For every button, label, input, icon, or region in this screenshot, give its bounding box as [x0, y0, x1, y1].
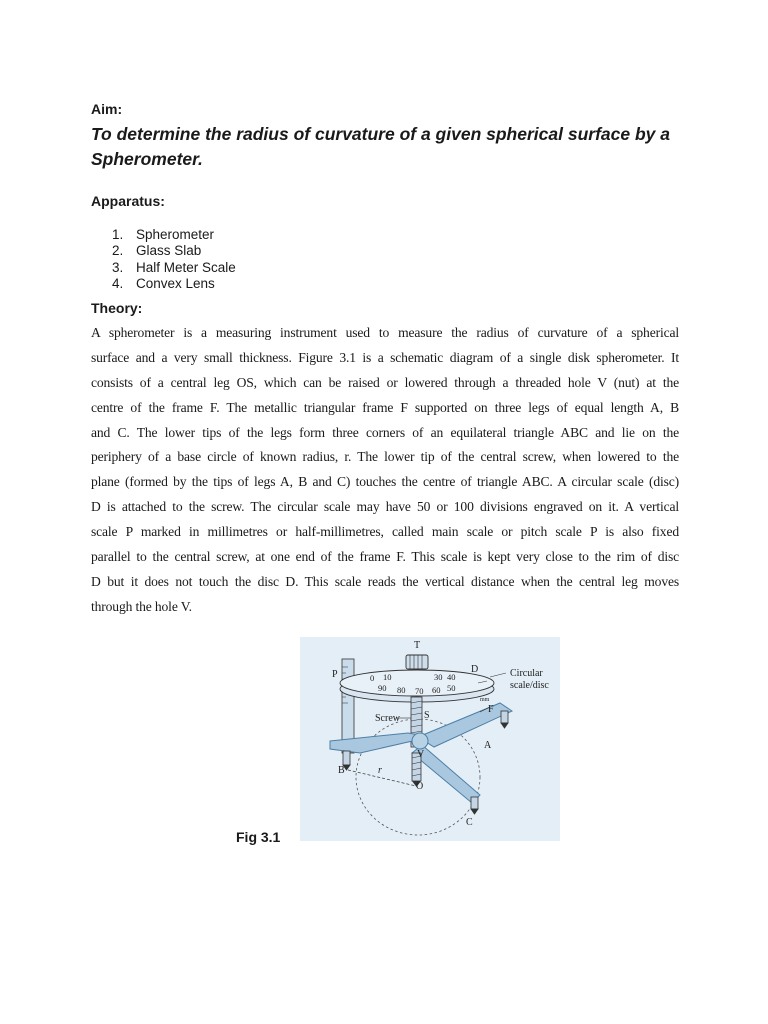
theory-line: centre of the frame F. The metallic triangular frame F supported on three legs of equal length A, B	[91, 399, 679, 415]
scale-mark: 80	[397, 685, 406, 695]
theory-paragraph	[91, 321, 679, 620]
spherometer-diagram	[300, 637, 560, 841]
screw-knob-t	[406, 655, 428, 669]
theory-line: parallel to the central screw, at one end of the frame F. This scale is kept very close to the rim of disc	[91, 549, 679, 565]
scale-mark: 70	[415, 686, 424, 696]
scale-mark: 40	[447, 672, 456, 682]
list-item-text: Glass Slab	[136, 243, 202, 259]
label-p: P	[332, 669, 338, 680]
scale-mark: 50	[447, 683, 456, 693]
list-item: 4. Convex Lens	[112, 275, 215, 291]
label-b: B	[338, 765, 345, 776]
label-s: S	[424, 710, 430, 721]
theory-heading: Theory:	[91, 300, 143, 316]
label-d: D	[471, 664, 479, 675]
scale-mark: 10	[383, 672, 392, 682]
label-v: V	[417, 749, 425, 760]
theory-line: D but it does not touch the disc D. This scale reads the vertical distance when the central leg moves	[91, 573, 679, 589]
label-screw: Screw	[375, 713, 400, 724]
aim-label: Aim:	[91, 101, 123, 117]
figure-caption: Fig 3.1	[236, 829, 281, 845]
list-item-text: Spherometer	[136, 227, 215, 242]
label-mm: mm	[480, 697, 490, 703]
label-r: r	[378, 765, 382, 776]
label-c: C	[466, 817, 473, 828]
theory-line: plane (formed by the tips of legs A, B and C) touches the centre of triangle ABC. A circular scale (disc)	[91, 474, 679, 490]
label-o: O	[416, 781, 424, 792]
list-item: 3. Half Meter Scale	[112, 259, 236, 275]
list-item: 1. Spherometer	[112, 227, 215, 242]
apparatus-list	[112, 227, 236, 292]
theory-line: and C. The lower tips of the legs form three corners of an equilateral triangle ABC and lie on the	[91, 424, 679, 440]
spherometer-figure	[300, 637, 560, 841]
scale-mark: 0	[370, 673, 375, 683]
radius-line	[348, 770, 416, 786]
scale-mark: 60	[432, 685, 441, 695]
label-circular: Circular	[510, 668, 543, 679]
theory-line: A spherometer is a measuring instrument used to measure the radius of curvature of a spherical	[91, 325, 679, 340]
scale-mark: 30	[434, 672, 443, 682]
leg-a	[501, 711, 508, 728]
list-item-text: Convex Lens	[136, 275, 215, 291]
label-a: A	[484, 740, 492, 751]
document-title: To determine the radius of curvature of a given spherical surface by a Spherometer.	[91, 124, 670, 169]
theory-line: periphery of a base circle of known radius, r. The lower tip of the central screw, when lowered to the	[91, 449, 679, 465]
label-f: F	[488, 704, 494, 715]
apparatus-heading: Apparatus:	[91, 193, 165, 209]
theory-line: D is attached to the screw. The circular scale may have 50 or 100 divisions engraved on it. A vertical	[91, 499, 679, 515]
theory-line: consists of a central leg OS, which can be raised or lowered through a threaded hole V (nut) at the	[91, 374, 679, 390]
theory-line: scale P marked in millimetres or half-millimetres, called main scale or pitch scale P is also fixed	[91, 524, 679, 540]
theory-line: surface and a very small thickness. Figure 3.1 is a schematic diagram of a single disk spherometer. It	[91, 349, 679, 365]
list-item: 2. Glass Slab	[112, 243, 202, 259]
label-scale-disc: scale/disc	[510, 680, 549, 691]
list-item-text: Half Meter Scale	[136, 259, 236, 275]
leg-c	[471, 797, 478, 814]
theory-line: through the hole V.	[91, 598, 192, 614]
scale-mark: 90	[378, 683, 387, 693]
label-t: T	[414, 640, 421, 651]
